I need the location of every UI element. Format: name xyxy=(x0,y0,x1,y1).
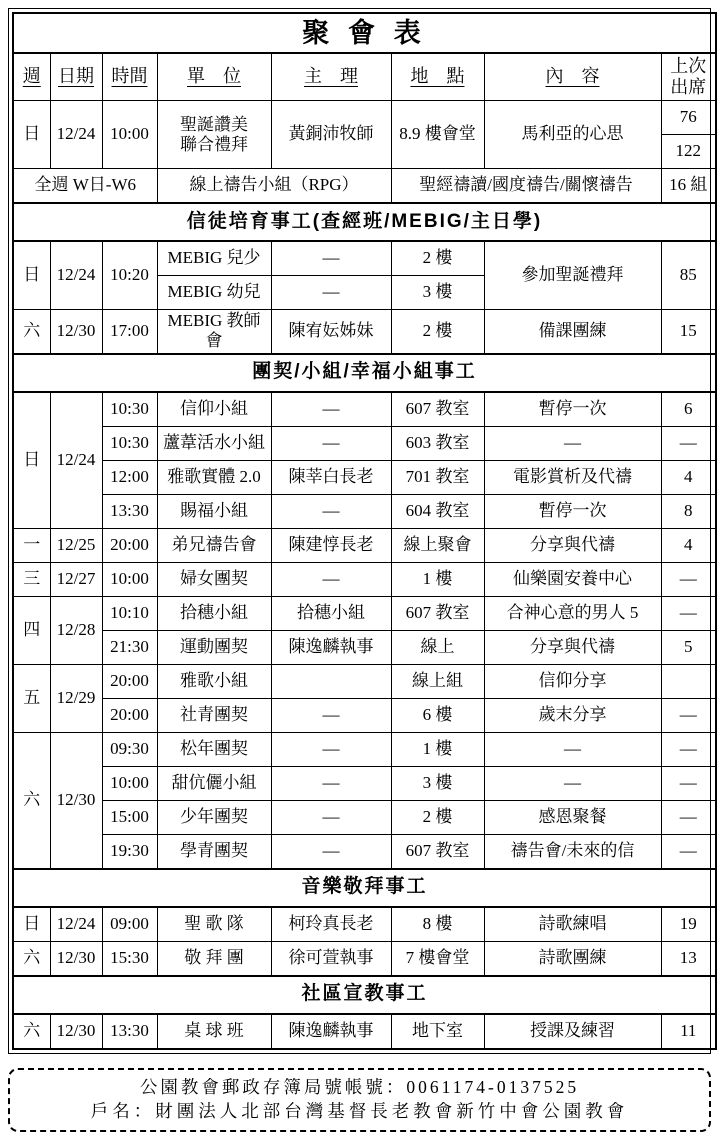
cell-date: 12/24 xyxy=(50,101,102,169)
cell-place: 701 教室 xyxy=(391,460,484,494)
cell-week: 六 xyxy=(13,941,50,976)
table-row xyxy=(13,528,716,562)
cell-unit: 線上禱告小組（RPG） xyxy=(157,169,391,204)
cell-unit: 蘆葦活水小組 xyxy=(157,426,271,460)
postal-account-name: 戶名：財團法人北部台灣基督長老教會新竹中會公園教會 xyxy=(90,1101,629,1122)
cell-leader: — xyxy=(271,562,391,596)
cell-content: 聖經禱讀/國度禱告/關懷禱告 xyxy=(391,169,661,204)
page-title: 聚 會 表 xyxy=(13,13,716,53)
cell-content: 仙樂園安養中心 xyxy=(484,562,661,596)
cell-place: 607 教室 xyxy=(391,596,484,630)
cell-place: 603 教室 xyxy=(391,426,484,460)
cell-unit: 甜伉儷小組 xyxy=(157,766,271,800)
cell-leader: — xyxy=(271,276,391,310)
col-header-place xyxy=(391,53,484,101)
cell-attendance: 4 xyxy=(661,460,716,494)
cell-leader: 陳宥妘姊妹 xyxy=(271,310,391,354)
cell-content: 信仰分享 xyxy=(484,664,661,698)
cell-content: 電影賞析及代禱 xyxy=(484,460,661,494)
cell-attendance: — xyxy=(661,562,716,596)
cell-unit: 信仰小組 xyxy=(157,392,271,427)
cell-attendance: 6 xyxy=(661,392,716,427)
cell-date: 12/24 xyxy=(50,392,102,529)
cell-place: 6 樓 xyxy=(391,698,484,732)
cell-attendance-bottom: 122 xyxy=(661,135,716,169)
cell-leader: — xyxy=(271,426,391,460)
table-row xyxy=(13,494,716,528)
cell-date: 12/30 xyxy=(50,1014,102,1049)
cell-unit: 弟兄禱告會 xyxy=(157,528,271,562)
cell-place: 線上聚會 xyxy=(391,528,484,562)
cell-place: 8 樓 xyxy=(391,907,484,942)
cell-time: 10:20 xyxy=(102,241,157,310)
cell-period: 全週 W日-W6 xyxy=(13,169,157,204)
cell-date: 12/29 xyxy=(50,664,102,732)
cell-attendance: 19 xyxy=(661,907,716,942)
cell-time: 20:00 xyxy=(102,698,157,732)
col-header-unit xyxy=(157,53,271,101)
cell-content: 分享與代禱 xyxy=(484,630,661,664)
cell-place: 2 樓 xyxy=(391,310,484,354)
cell-time: 19:30 xyxy=(102,834,157,869)
cell-time: 17:00 xyxy=(102,310,157,354)
cell-week: 日 xyxy=(13,392,50,529)
cell-leader: 徐可萱執事 xyxy=(271,941,391,976)
col-header-week-label: 週 xyxy=(22,66,41,87)
cell-time: 09:30 xyxy=(102,732,157,766)
cell-time: 10:30 xyxy=(102,426,157,460)
col-header-content xyxy=(484,53,661,101)
cell-attendance: 4 xyxy=(661,528,716,562)
col-header-week xyxy=(13,53,50,101)
cell-time: 20:00 xyxy=(102,664,157,698)
section-title-music: 音樂敬拜事工 xyxy=(13,869,716,907)
cell-leader: — xyxy=(271,392,391,427)
cell-attendance: 85 xyxy=(661,241,716,310)
cell-leader: — xyxy=(271,834,391,869)
cell-time: 13:30 xyxy=(102,494,157,528)
cell-time: 15:30 xyxy=(102,941,157,976)
cell-date: 12/24 xyxy=(50,241,102,310)
section-header-row xyxy=(13,976,716,1014)
header-row xyxy=(13,53,716,101)
table-row xyxy=(13,241,716,276)
cell-content: 備課團練 xyxy=(484,310,661,354)
cell-unit: 婦女團契 xyxy=(157,562,271,596)
cell-leader: 陳建惇長老 xyxy=(271,528,391,562)
cell-content: — xyxy=(484,732,661,766)
cell-leader: — xyxy=(271,732,391,766)
cell-unit: 社青團契 xyxy=(157,698,271,732)
cell-content: — xyxy=(484,766,661,800)
cell-content: 暫停一次 xyxy=(484,494,661,528)
cell-week: 五 xyxy=(13,664,50,732)
cell-attendance: — xyxy=(661,766,716,800)
cell-unit: 聖 歌 隊 xyxy=(157,907,271,942)
cell-content: 分享與代禱 xyxy=(484,528,661,562)
cell-unit: 敬 拜 團 xyxy=(157,941,271,976)
col-header-attendance xyxy=(661,53,716,101)
cell-time: 15:00 xyxy=(102,800,157,834)
cell-leader: — xyxy=(271,800,391,834)
cell-leader: — xyxy=(271,698,391,732)
cell-leader xyxy=(271,664,391,698)
cell-attendance: — xyxy=(661,596,716,630)
cell-week: 日 xyxy=(13,101,50,169)
cell-place: 3 樓 xyxy=(391,276,484,310)
cell-time: 12:00 xyxy=(102,460,157,494)
section-title-community: 社區宣教事工 xyxy=(13,976,716,1014)
cell-unit: 桌 球 班 xyxy=(157,1014,271,1049)
cell-unit: MEBIG 兒少 xyxy=(157,241,271,276)
cell-time: 10:30 xyxy=(102,392,157,427)
cell-leader: — xyxy=(271,766,391,800)
cell-place: 2 樓 xyxy=(391,241,484,276)
cell-attendance: — xyxy=(661,426,716,460)
cell-date: 12/25 xyxy=(50,528,102,562)
cell-time: 09:00 xyxy=(102,907,157,942)
cell-content: 參加聖誕禮拜 xyxy=(484,241,661,310)
cell-place: 7 樓會堂 xyxy=(391,941,484,976)
cell-content: — xyxy=(484,426,661,460)
section-header-row xyxy=(13,869,716,907)
cell-attendance: 8 xyxy=(661,494,716,528)
postal-account-number: 公園教會郵政存簿局號帳號：0061174-0137525 xyxy=(139,1076,580,1097)
cell-unit: 賜福小組 xyxy=(157,494,271,528)
cell-unit: 松年團契 xyxy=(157,732,271,766)
cell-attendance-top: 76 xyxy=(661,101,716,135)
title-row xyxy=(13,13,716,53)
table-row xyxy=(13,800,716,834)
cell-unit: 雅歌小組 xyxy=(157,664,271,698)
cell-place: 607 教室 xyxy=(391,392,484,427)
cell-date: 12/27 xyxy=(50,562,102,596)
cell-leader: 黃銅沛牧師 xyxy=(271,101,391,169)
cell-unit: MEBIG 教師會 xyxy=(157,310,271,354)
cell-content: 暫停一次 xyxy=(484,392,661,427)
section-title-nurture: 信徒培育事工(查經班/MEBIG/主日學) xyxy=(13,203,716,241)
cell-content: 詩歌練唱 xyxy=(484,907,661,942)
col-header-attendance-line1: 上次 xyxy=(670,56,707,77)
cell-attendance: — xyxy=(661,732,716,766)
cell-time: 20:00 xyxy=(102,528,157,562)
table-row xyxy=(13,426,716,460)
cell-leader: 柯玲真長老 xyxy=(271,907,391,942)
cell-attendance: 11 xyxy=(661,1014,716,1049)
cell-unit: 學青團契 xyxy=(157,834,271,869)
cell-leader: 陳逸麟執事 xyxy=(271,1014,391,1049)
col-header-leader-label: 主 理 xyxy=(304,66,358,87)
cell-time: 10:00 xyxy=(102,562,157,596)
cell-content: 感恩聚餐 xyxy=(484,800,661,834)
cell-unit-line1: 聖誕讚美 xyxy=(180,114,248,134)
cell-content: 合神心意的男人 5 xyxy=(484,596,661,630)
schedule-sheet xyxy=(8,8,711,1054)
cell-place: 線上 xyxy=(391,630,484,664)
cell-time: 10:10 xyxy=(102,596,157,630)
cell-time: 13:30 xyxy=(102,1014,157,1049)
cell-week: 一 xyxy=(13,528,50,562)
cell-week: 三 xyxy=(13,562,50,596)
col-header-attendance-line2: 出席 xyxy=(670,77,707,97)
cell-leader: — xyxy=(271,241,391,276)
cell-place: 線上組 xyxy=(391,664,484,698)
table-row xyxy=(13,392,716,427)
postal-account-box xyxy=(8,1068,711,1132)
cell-leader: — xyxy=(271,494,391,528)
cell-week: 六 xyxy=(13,310,50,354)
col-header-leader xyxy=(271,53,391,101)
cell-place: 2 樓 xyxy=(391,800,484,834)
cell-content: 詩歌團練 xyxy=(484,941,661,976)
cell-attendance: — xyxy=(661,800,716,834)
cell-content: 歲末分享 xyxy=(484,698,661,732)
cell-unit-line2: 聯合禮拜 xyxy=(180,134,248,154)
cell-place: 1 樓 xyxy=(391,732,484,766)
cell-attendance: 16 組 xyxy=(661,169,716,204)
cell-place: 3 樓 xyxy=(391,766,484,800)
cell-date: 12/28 xyxy=(50,596,102,664)
table-row xyxy=(13,834,716,869)
table-row xyxy=(13,310,716,354)
cell-place: 1 樓 xyxy=(391,562,484,596)
col-header-unit-label: 單 位 xyxy=(187,66,241,87)
table-row xyxy=(13,941,716,976)
cell-leader: 陳逸麟執事 xyxy=(271,630,391,664)
cell-unit xyxy=(157,101,271,169)
cell-unit: MEBIG 幼兒 xyxy=(157,276,271,310)
table-row xyxy=(13,562,716,596)
cell-unit: 運動團契 xyxy=(157,630,271,664)
cell-week: 日 xyxy=(13,241,50,310)
table-row xyxy=(13,732,716,766)
cell-unit: 少年團契 xyxy=(157,800,271,834)
cell-leader: 拾穗小組 xyxy=(271,596,391,630)
cell-attendance xyxy=(661,664,716,698)
schedule-table xyxy=(12,12,717,1050)
section-title-fellowship: 團契/小組/幸福小組事工 xyxy=(13,354,716,392)
col-header-content-label: 內 容 xyxy=(545,66,600,87)
table-row xyxy=(13,460,716,494)
table-row xyxy=(13,766,716,800)
cell-week: 六 xyxy=(13,732,50,869)
cell-week: 四 xyxy=(13,596,50,664)
cell-place: 607 教室 xyxy=(391,834,484,869)
cell-content: 禱告會/未來的信 xyxy=(484,834,661,869)
cell-attendance: — xyxy=(661,834,716,869)
cell-date: 12/24 xyxy=(50,907,102,942)
table-row xyxy=(13,698,716,732)
cell-attendance: 15 xyxy=(661,310,716,354)
cell-date: 12/30 xyxy=(50,941,102,976)
cell-place: 8.9 樓會堂 xyxy=(391,101,484,169)
section-header-row xyxy=(13,354,716,392)
cell-unit: 雅歌實體 2.0 xyxy=(157,460,271,494)
section-header-row xyxy=(13,203,716,241)
cell-place: 604 教室 xyxy=(391,494,484,528)
table-row xyxy=(13,907,716,942)
col-header-time-label: 時間 xyxy=(111,66,148,87)
table-row xyxy=(13,101,716,135)
col-header-place-label: 地 點 xyxy=(410,66,465,87)
col-header-time xyxy=(102,53,157,101)
cell-week: 日 xyxy=(13,907,50,942)
col-header-date-label: 日期 xyxy=(58,66,94,87)
table-row xyxy=(13,1014,716,1049)
col-header-date xyxy=(50,53,102,101)
cell-leader: 陳莘白長老 xyxy=(271,460,391,494)
cell-time: 10:00 xyxy=(102,101,157,169)
table-row xyxy=(13,664,716,698)
table-row xyxy=(13,596,716,630)
cell-content: 授課及練習 xyxy=(484,1014,661,1049)
cell-time: 10:00 xyxy=(102,766,157,800)
table-row xyxy=(13,169,716,204)
cell-attendance: 5 xyxy=(661,630,716,664)
cell-week: 六 xyxy=(13,1014,50,1049)
cell-attendance: — xyxy=(661,698,716,732)
cell-content: 馬利亞的心思 xyxy=(484,101,661,169)
cell-unit: 拾穗小組 xyxy=(157,596,271,630)
cell-attendance: 13 xyxy=(661,941,716,976)
cell-date: 12/30 xyxy=(50,310,102,354)
cell-date: 12/30 xyxy=(50,732,102,869)
cell-time: 21:30 xyxy=(102,630,157,664)
table-row xyxy=(13,630,716,664)
cell-place: 地下室 xyxy=(391,1014,484,1049)
